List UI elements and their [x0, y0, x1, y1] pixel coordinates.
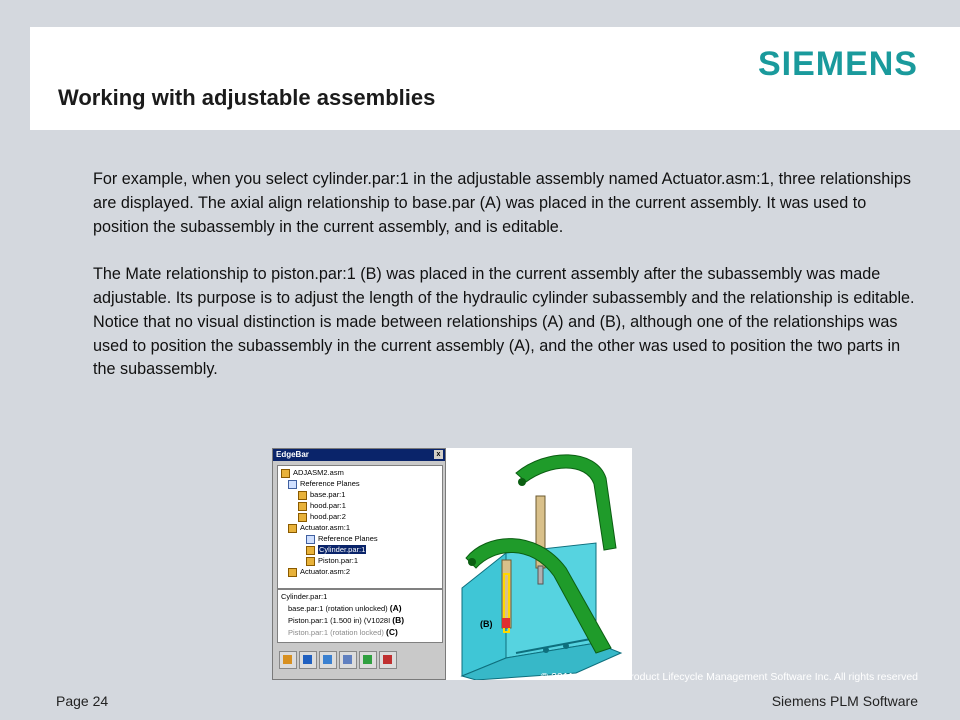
part-icon: [306, 557, 315, 566]
parts-library-tab-icon[interactable]: [299, 651, 317, 669]
tree-item[interactable]: base.par:1: [298, 490, 345, 500]
tree-item[interactable]: Reference Planes: [306, 534, 378, 544]
paragraph-1: For example, when you select cylinder.par:1 in the adjustable assembly named Actuator.asm:1, three relationships are displayed. The axial align relationship to base.par (A) was placed in the current assembly. It was used to position the subassembly in the current assembly, and is editable.: [93, 170, 911, 236]
feature-library-tab-icon[interactable]: [319, 651, 337, 669]
tree-item[interactable]: hood.par:1: [298, 501, 346, 511]
header-band: [30, 27, 960, 130]
layers-tab-icon[interactable]: [339, 651, 357, 669]
tree-item[interactable]: Actuator.asm:2: [288, 567, 350, 577]
copyright-notice: © 2011. Siemens Product Lifecycle Management Software Inc. All rights reserved: [540, 671, 918, 683]
assembly-icon: [281, 469, 290, 478]
paragraph-3: Notice that no visual distinction is made between relationships (A) and (B), although one of the relationships was used to position the subassembly in the current assembly (A), and the other was used to position the two parts in the subassembly.: [93, 312, 901, 379]
page-number: Page 24: [56, 693, 109, 709]
paragraph-2: The Mate relationship to piston.par:1 (B) was placed in the current assembly after the subassembly was made adjustable. Its purpose is to adjust the length of the hydraulic cylinder subassembly and the relationship is editable.: [93, 265, 915, 307]
family-tab-icon[interactable]: [359, 651, 377, 669]
tree-item[interactable]: ADJASM2.asm: [281, 468, 344, 478]
reference-planes-icon: [306, 535, 315, 544]
assembly-model-drawing: [446, 448, 632, 680]
part-icon: [298, 502, 307, 511]
edgebar-panel: [272, 448, 446, 680]
marker-c: (C): [386, 627, 398, 637]
pathfinder-tree[interactable]: [277, 465, 443, 589]
page-title: Working with adjustable assemblies: [58, 85, 436, 110]
model-label-b: (B): [480, 619, 493, 629]
tree-item-selected[interactable]: Cylinder.par:1: [306, 545, 366, 555]
reference-planes-icon: [288, 480, 297, 489]
tree-item[interactable]: hood.par:2: [298, 512, 346, 522]
part-icon: [306, 546, 315, 555]
figure: [272, 448, 632, 680]
edgebar-titlebar: [273, 449, 445, 461]
assembly-icon: [288, 524, 297, 533]
edgebar-toolbar: [277, 649, 441, 673]
tree-item[interactable]: Actuator.asm:1: [288, 523, 350, 533]
edgebar-title: EdgeBar: [276, 450, 309, 459]
relationship-list[interactable]: [277, 589, 443, 643]
body-text: [93, 168, 923, 382]
close-icon[interactable]: x: [434, 450, 443, 459]
assembly-icon: [288, 568, 297, 577]
tree-item[interactable]: Piston.par:1: [306, 556, 358, 566]
part-icon: [298, 491, 307, 500]
relationship-row[interactable]: Piston.par:1 (rotation locked) (C): [288, 627, 398, 637]
marker-b: (B): [392, 615, 405, 625]
relationship-row[interactable]: Piston.par:1 (1.500 in) (V1028I (B): [288, 615, 405, 625]
relationship-header: Cylinder.par:1: [281, 592, 328, 601]
pathfinder-tab-icon[interactable]: [279, 651, 297, 669]
sensors-tab-icon[interactable]: [379, 651, 397, 669]
part-icon: [298, 513, 307, 522]
assembly-model-view[interactable]: [446, 448, 632, 680]
tree-item[interactable]: Reference Planes: [288, 479, 360, 489]
relationship-row[interactable]: base.par:1 (rotation unlocked) (A): [288, 603, 402, 613]
siemens-logo: SIEMENS: [757, 45, 918, 83]
footer-brand: Siemens PLM Software: [771, 693, 918, 709]
marker-a: (A): [389, 603, 402, 613]
